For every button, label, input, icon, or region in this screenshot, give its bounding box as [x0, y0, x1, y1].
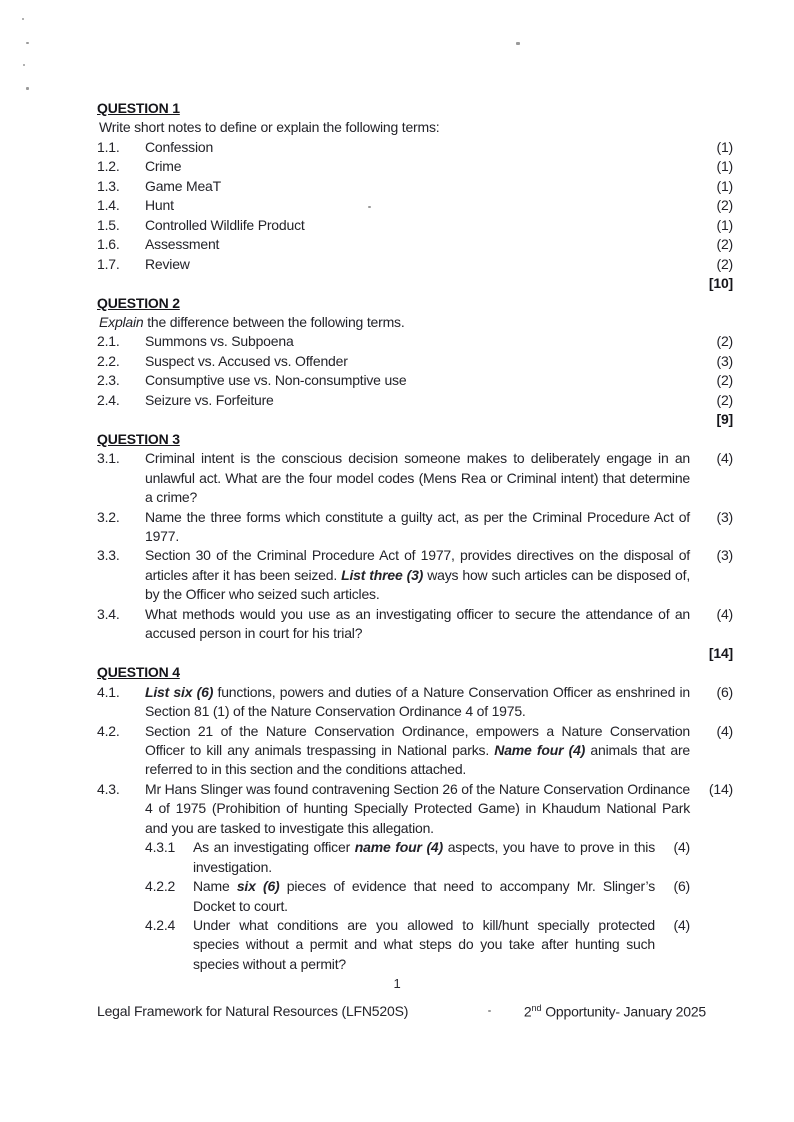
item-number: 2.3. [97, 372, 120, 389]
text-run: Explain [99, 313, 144, 330]
text-run: Write short notes to define or explain the following terms: [99, 119, 440, 136]
item-mark: (3) [716, 547, 733, 564]
text-run: Section 30 of the Criminal Procedure Act of 1977, provides directives on the disposal of articles after it has been seized. [145, 547, 690, 583]
item-text [145, 235, 690, 254]
item-text [145, 332, 690, 351]
ordinal-superscript: nd [531, 1003, 542, 1013]
text-run: Seizure vs. Forfeiture [145, 391, 274, 408]
question-item [97, 177, 733, 196]
item-text [145, 216, 690, 235]
item-mark: (2) [716, 197, 733, 214]
item-mark: (2) [716, 372, 733, 389]
item-text [193, 877, 655, 916]
text-run: Name the three forms which constitute a guilty act, as per the Criminal Procedure Act of 1977. [145, 508, 690, 544]
question-heading [97, 430, 733, 449]
item-text [145, 255, 690, 274]
item-text [145, 157, 690, 176]
item-mark: (6) [716, 683, 733, 700]
item-text [145, 196, 690, 215]
footer-exam-session: 2nd Opportunity- January 2025 [523, 1003, 706, 1020]
question-heading-text: QUESTION 4 [97, 664, 180, 681]
question-item [97, 722, 733, 780]
question-item [97, 605, 733, 644]
item-number: 3.1. [97, 450, 120, 467]
text-run: Consumptive use vs. Non-consumptive use [145, 372, 407, 389]
item-number: 4.1. [97, 683, 120, 700]
question-heading-text: QUESTION 3 [97, 430, 180, 447]
text-run: Summons vs. Subpoena [145, 333, 294, 350]
question-item [97, 235, 733, 254]
item-number: 1.3. [97, 177, 120, 194]
item-text [145, 352, 690, 371]
item-mark: (14) [708, 780, 733, 797]
item-text [145, 722, 690, 780]
item-text [145, 138, 690, 157]
document-body [97, 99, 733, 974]
item-text [145, 605, 690, 644]
item-text [145, 449, 690, 507]
item-number: 3.2. [97, 508, 120, 525]
item-mark: (4) [673, 917, 690, 934]
item-number: 4.2. [97, 722, 120, 739]
item-mark: (2) [716, 236, 733, 253]
scan-speck [516, 42, 520, 45]
question-item [97, 332, 733, 351]
text-run: pieces of evidence that need to accompany Mr. Slinger’s Docket to court. [193, 878, 655, 914]
question-heading-text: QUESTION 2 [97, 294, 180, 311]
question-section [97, 430, 733, 663]
text-run: Suspect vs. Accused vs. Offender [145, 352, 348, 369]
item-mark: (4) [716, 605, 733, 622]
text-run: Name four (4) [494, 741, 586, 758]
item-number: 4.2.2 [145, 878, 176, 895]
item-number: 4.3.1 [145, 839, 176, 856]
question-item [97, 352, 733, 371]
item-text [193, 916, 655, 974]
item-text [193, 838, 655, 877]
item-mark: (6) [673, 878, 690, 895]
text-run: Review [145, 255, 190, 272]
text-run: List three (3) [341, 566, 424, 583]
item-number: 2.4. [97, 391, 120, 408]
text-run: Game MeaT [145, 177, 221, 194]
sub-question-item [145, 877, 690, 916]
scan-speck [23, 64, 25, 66]
scan-speck [22, 18, 24, 20]
item-mark: (2) [716, 333, 733, 350]
item-mark: (4) [673, 839, 690, 856]
page-footer [97, 1003, 706, 1020]
scan-speck [26, 42, 29, 44]
item-text [145, 177, 690, 196]
question-intro [97, 118, 733, 137]
text-run: Assessment [145, 236, 220, 253]
text-run: name four (4) [354, 839, 443, 856]
text-run: aspects, you have to prove in this investigation. [193, 839, 655, 875]
text-run: What methods would you use as an investigating officer to secure the attendance of an accused person in court for his trial? [145, 605, 690, 642]
item-mark: (1) [716, 138, 733, 155]
question-item [97, 371, 733, 390]
question-heading [97, 663, 733, 682]
item-text [145, 683, 690, 722]
question-item [97, 508, 733, 547]
item-text [145, 508, 690, 547]
text-run: Crime [145, 158, 182, 175]
item-text [145, 391, 690, 410]
text-run: animals that are referred to in this section and the conditions attached. [145, 741, 690, 778]
question-item [97, 255, 733, 274]
item-mark: (3) [716, 352, 733, 369]
item-number: 2.1. [97, 333, 120, 350]
text-run: functions, powers and duties of a Nature Conservation Officer as enshrined in Section 81 (1) of the Nature Conservation Ordinance 4 of 1975. [145, 683, 690, 720]
section-total: [9] [716, 411, 733, 428]
text-run: Controlled Wildlife Product [145, 216, 305, 233]
question-item [97, 780, 733, 838]
sub-question-item [145, 838, 690, 877]
question-item [97, 138, 733, 157]
question-item [97, 683, 733, 722]
item-number: 1.1. [97, 138, 120, 155]
item-number: 4.3. [97, 780, 120, 797]
item-mark: (1) [716, 216, 733, 233]
item-mark: (1) [716, 158, 733, 175]
text-run: ways how such articles can be disposed of, by the Officer who seized such articles. [145, 566, 691, 603]
text-run: As an investigating officer [193, 839, 355, 856]
item-number: 1.5. [97, 216, 120, 233]
item-mark: (2) [716, 255, 733, 272]
item-text [145, 546, 690, 604]
question-item [97, 216, 733, 235]
item-number: 3.4. [97, 605, 120, 622]
text-run: six (6) [236, 878, 280, 895]
item-text [145, 780, 690, 838]
item-mark: (2) [716, 391, 733, 408]
question-heading-text: QUESTION 1 [97, 100, 180, 116]
item-number: 1.4. [97, 197, 120, 214]
question-section [97, 99, 733, 294]
text-run: Under what conditions are you allowed to kill/hunt specially protected species without a permit and what steps do you take after hunting such species without a permit? [193, 917, 655, 972]
question-section [97, 663, 733, 974]
item-number: 1.7. [97, 255, 120, 272]
text-run: Criminal intent is the conscious decision someone makes to deliberately engage in an unlawful act. What are the four model codes (Mens Rea or Criminal intent) that determine a crime? [145, 450, 690, 506]
text-run: Name [193, 878, 237, 895]
item-number: 1.2. [97, 158, 120, 175]
section-total: [10] [708, 275, 733, 292]
question-intro [97, 313, 733, 332]
text-run: Confession [145, 138, 214, 155]
item-number: 2.2. [97, 352, 120, 369]
page-number: 1 [393, 976, 401, 991]
question-item [97, 157, 733, 176]
text-run: the difference between the following terms. [143, 313, 405, 330]
item-mark: (4) [716, 450, 733, 467]
item-number: 1.6. [97, 236, 120, 253]
question-item [97, 546, 733, 604]
question-heading [97, 294, 733, 313]
section-total: [14] [708, 644, 733, 661]
item-number: 3.3. [97, 547, 120, 564]
footer-course-title: Legal Framework for Natural Resources (LFN520S) [97, 1003, 409, 1019]
question-item [97, 196, 733, 215]
sub-question-item [145, 916, 690, 974]
scan-speck [26, 87, 29, 90]
question-item [97, 391, 733, 410]
question-heading [97, 99, 733, 118]
item-mark: (1) [716, 177, 733, 194]
text-run: Hunt [145, 197, 174, 214]
question-item [97, 449, 733, 507]
item-number: 4.2.4 [145, 917, 176, 934]
question-section [97, 294, 733, 430]
item-mark: (4) [716, 722, 733, 739]
text-run: Mr Hans Slinger was found contravening Section 26 of the Nature Conservation Ordinance 4 of 1975 (Prohibition of hunting Specially Protected Game) in Khaudum National Park and you are tasked to investigate this allegation. [145, 780, 690, 836]
item-text [145, 371, 690, 390]
text-run: Section 21 of the Nature Conservation Ordinance, empowers a Nature Conservation Officer to kill any animals trespassing in National parks. [145, 722, 690, 758]
item-mark: (3) [716, 508, 733, 525]
text-run: List six (6) [145, 683, 214, 700]
